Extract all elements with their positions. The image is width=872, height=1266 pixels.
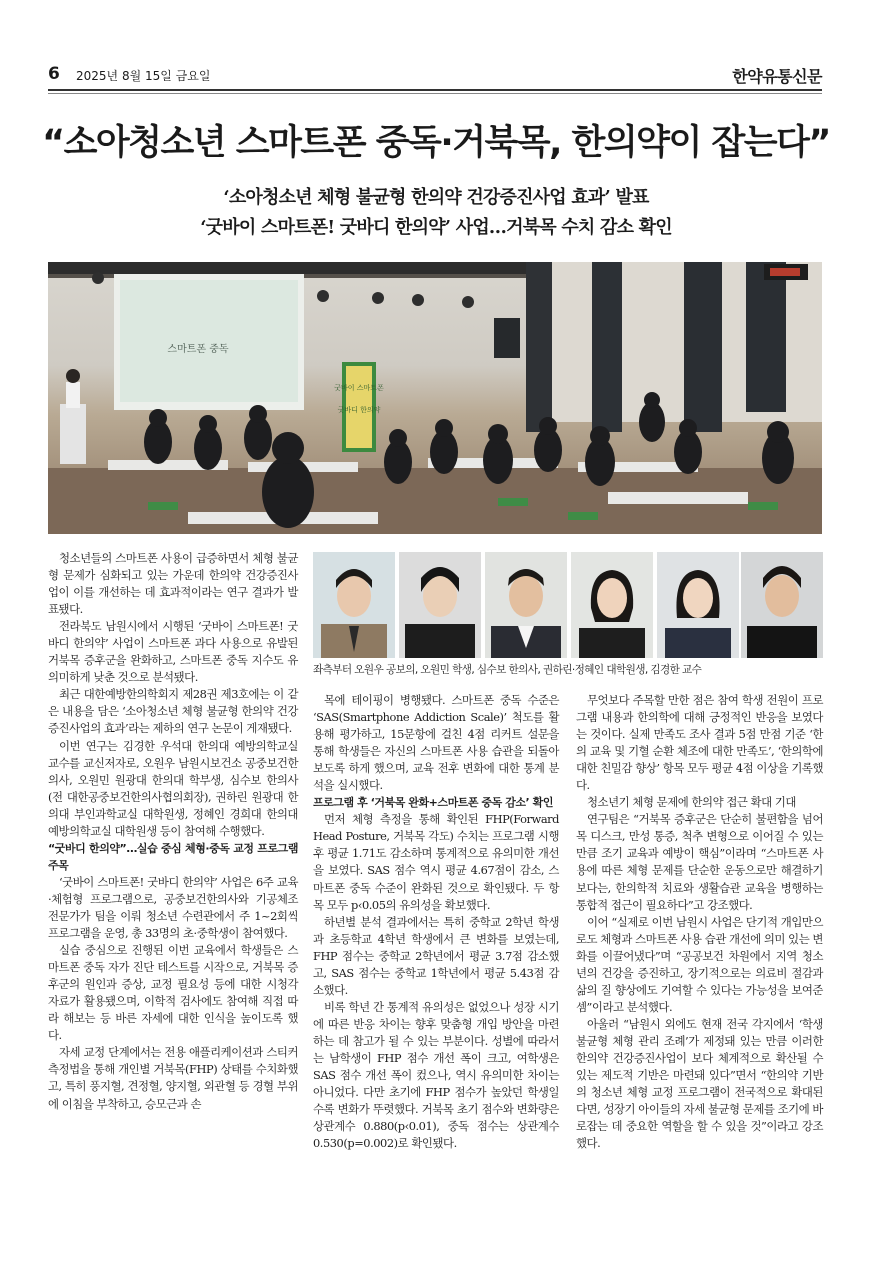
portrait-photo [741, 552, 823, 658]
article-paragraph: 하년별 분석 결과에서는 특히 중학교 2학년 학생과 초등학교 4학년 학생에서 큰 변화를 보였는데, FHP 점수는 중학교 2학년에서 평균 3.7점 감소했고, SAS 점수는 중학교 1학년에서 평균 5.43점 감소했다. [313, 914, 559, 997]
banner-line-2: 굿바디 한의약 [337, 406, 381, 414]
portrait-photo [485, 552, 567, 658]
header-rule-thin [48, 93, 822, 94]
article-column-2 [313, 692, 559, 1152]
article-subhead-1: ‘소아청소년 체형 불균형 한의약 건강증진사업 효과’ 발표 [223, 187, 649, 208]
issue-date: 2025년 8월 15일 금요일 [76, 69, 211, 83]
page-number: 6 [48, 64, 60, 84]
article-paragraph: 연구팀은 “거북목 증후군은 단순히 불편함을 넘어 목 디스크, 만성 통증, 척추 변형으로 이어질 수 있는 만큼 조기 교육과 예방이 핵심”이라며 “스마트폰 사용에 따른 체형 문제를 단순한 운동으로만 해결하기보다는, 한의학적 치료와 생활습관 교육을 병행하는 통합적 접근이 필요하다”고 강조했다. [576, 812, 823, 912]
article-paragraph: 전라북도 남원시에서 시행된 ‘굿바이 스마트폰! 굿바디 한의약’ 사업이 스마트폰 과다 사용으로 유발된 거북목 증후군을 완화하고, 스마트폰 중독 지수도 유의미하게 낮춘 것으로 분석됐다. [48, 619, 298, 685]
portrait-photo [657, 552, 739, 658]
section-subheading: “굿바디 한의약”…실습 중심 체형·중독 교정 프로그램 주목 [48, 841, 298, 872]
portrait-caption: 좌측부터 오원우 공보의, 오원민 학생, 심수보 한의사, 권하린·정혜인 대학원생, 김경한 교수 [313, 664, 702, 676]
header-rule [48, 89, 822, 91]
article-paragraph: 실습 중심으로 진행된 이번 교육에서 학생들은 스마트폰 중독 자가 진단 테스트를 시작으로, 거북목 증후군의 원인과 증상, 교정 필요성 등에 대한 시청각 자료가 활용됐으며, 이학적 검사에도 참여해 직접 따라 해보는 등 바른 자세에 대한 인식을 높이도록 했다. [48, 943, 298, 1043]
portrait-photo [399, 552, 481, 658]
article-paragraph: 최근 대한예방한의학회지 제28권 제3호에는 이 같은 내용을 담은 ‘소아청소년 체형 불균형 한의약 건강증진사업의 효과’라는 제하의 연구 논문이 게재됐다. [48, 687, 298, 736]
article-paragraph: 목에 테이핑이 병행됐다. 스마트폰 중독 수준은 ‘SAS(Smartphone Addiction Scale)’ 척도를 활용해 평가하고, 15문항에 걸친 4점 리커트 설문을 통해 학생들은 자신의 스마트폰 사용 습관을 되돌아보도록 하게 했으며, 교육 전후 변화에 대한 통계 분석을 실시했다. [313, 693, 559, 793]
portrait-photo [571, 552, 653, 658]
newspaper-masthead: 한약유통신문 [732, 67, 822, 86]
article-paragraph: 자세 교정 단계에서는 전용 애플리케이션과 스티커 측정법을 통해 개인별 거북목(FHP) 상태를 수치화했고, 특히 풍지혈, 견정혈, 양지혈, 외관혈 등 경혈 부위에 이침을 부착하고, 승모근과 손 [48, 1045, 298, 1111]
article-paragraph: 이어 “실제로 이번 남원시 사업은 단기적 개입만으로도 체형과 스마트폰 사용 습관 개선에 의미 있는 변화를 이끌어냈다”며 “공공보건 차원에서 지역 청소년의 건강을 증진하고, 장기적으로는 의료비 절감과 삶의 질 향상에도 기여할 수 있다는 가능성을 보여준 셈”이라고 분석했다. [576, 914, 823, 1014]
article-paragraph: ‘굿바이 스마트폰! 굿바디 한의약’ 사업은 6주 교육·체험형 프로그램으로, 공중보건한의사와 기공체조 전문가가 팀을 이뤄 청소년 수련관에서 주 1~2회씩 프로그램을 운영, 총 33명의 초·중학생이 참여했다. [48, 874, 298, 941]
article-paragraph: 비록 학년 간 통계적 유의성은 없었으나 성장 시기에 따른 반응 차이는 향후 맞춤형 개입 방안을 마련하는 데 참고가 될 수 있는 부분이다. 성별에 따라서는 남학생이 FHP 점수 개선 폭이 크고, 여학생은 SAS 점수 개선 폭이 컸으나, 역시 유의미한 차이는 아니었다. 다만 초기에 FHP 점수가 높았던 학생일수록 변화가 뚜렷했다. 거북목 초기 점수와 변화량은 상관계수 0.880(p‹0.01), 중독 점수는 상관계수 0.530(p=0.002)로 확인됐다. [313, 999, 559, 1151]
article-paragraph: 청소년기 체형 문제에 한의약 접근 확대 기대 [587, 795, 796, 810]
article-subhead-2: ‘굿바이 스마트폰! 굿바디 한의약’ 사업…거북목 수치 감소 확인 [200, 217, 672, 238]
portrait-photo [313, 552, 395, 658]
article-paragraph: 청소년들의 스마트폰 사용이 급증하면서 체형 불균형 문제가 심화되고 있는 가운데 한의약 건강증진사업이 이를 개선하는 데 효과적이라는 연구 결과가 발표됐다. [48, 551, 298, 617]
article-paragraph: 아울러 “남원시 외에도 현재 전국 각지에서 ‘학생 불균형 체형 관리 조례’가 제정돼 있는 만큼 이러한 한의약 건강증진사업이 보다 체계적으로 확산될 수 있는 제도적 기반은 마련돼 있다”면서 “한의약 기반의 청소년 체형 교정 프로그램이 전국적으로 확대된다면, 성장기 아이들의 자세 불균형 문제를 조기에 바로잡는 데 중요한 역할을 할 수 있을 것”이라고 강조했다. [576, 1016, 823, 1151]
article-headline: “소아청소년 스마트폰 중독·거북목, 한의약이 잡는다” [42, 123, 830, 163]
screen-slide-text: 스마트폰 중독 [167, 344, 229, 355]
article-paragraph: 먼저 체형 측정을 통해 확인된 FHP(Forward Head Posture, 거북목 각도) 수치는 프로그램 시행 후 평균 1.71도 감소하며 통계적으로 유의미한 개선을 보였다. SAS 점수 역시 평균 4.67점이 감소, 스마트폰 중독 수준이 완화된 것으로 확인됐다. 두 항목 모두 p‹0.05의 유의성을 확보했다. [313, 812, 559, 912]
article-column-3 [576, 692, 823, 1152]
article-paragraph: 무엇보다 주목할 만한 점은 참여 학생 전원이 프로그램 내용과 한의학에 대해 긍정적인 반응을 보였다는 것이다. 실제 만족도 조사 결과 5점 만점 기준 ‘한의 교육 및 기혈 순환 체조에 대한 만족도’, ‘한의학에 대한 친밀감 향상’ 항목 모두 평균 4점 이상을 기록했다. [576, 693, 823, 793]
article-column-1 [48, 550, 298, 1113]
classroom-photo [48, 262, 822, 534]
page-header [48, 62, 822, 88]
section-subheading: 프로그램 후 ‘거북목 완화+스마트폰 중독 감소’ 확인 [313, 796, 554, 810]
article-paragraph: 이번 연구는 김경한 우석대 한의대 예방의학교실 교수를 교신저자로, 오원우 남원시보건소 공중보건한의사, 오원민 원광대 한의대 학부생, 심수보 한의사(전 대한공중보건한의사협의회장), 권하린 원광대 한의대 부인과학교실 대학원생, 정혜인 경희대 한의대 예방의학교실 대학원생 등이 참여해 수행했다. [48, 738, 298, 838]
researcher-portraits [313, 552, 823, 658]
banner-line-1: 굿바이 스마트폰 [334, 384, 384, 392]
